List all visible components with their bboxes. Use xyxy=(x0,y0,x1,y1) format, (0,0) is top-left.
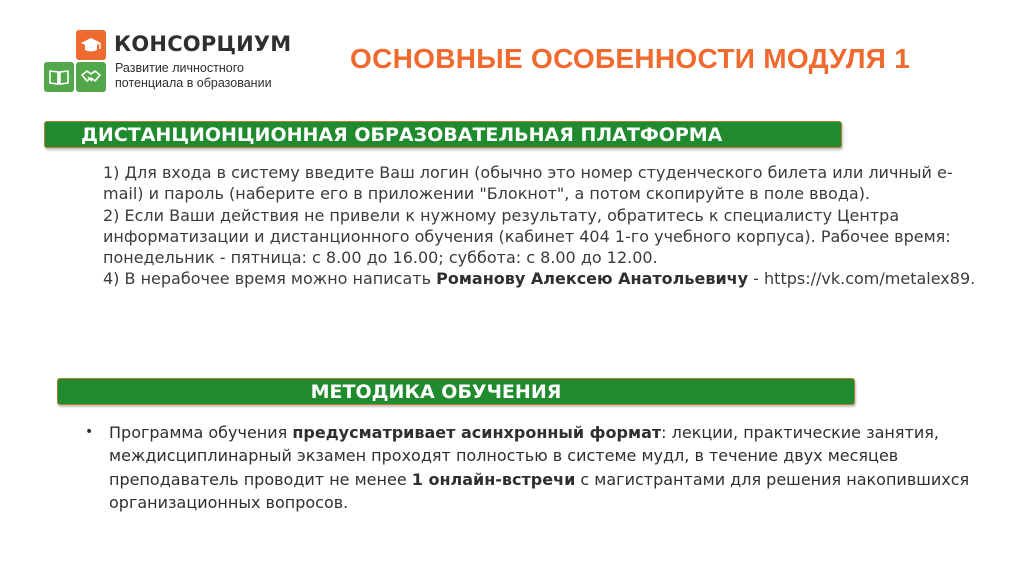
methodology-bold-format: предусматривает асинхронный формат xyxy=(292,423,662,442)
handshake-icon xyxy=(76,62,106,92)
methodology-text-part2: : лекции, практические занятия, междисциплинарный экзамен проходят полностью в системе мудл, в течение двух месяцев преподаватель проводит не менее xyxy=(109,423,939,489)
logo-subtitle-line1: Развитие личностного xyxy=(115,61,244,75)
methodology-text-part3: с магистрантами для решения накопившихся организационных вопросов. xyxy=(109,469,970,512)
methodology-text-part1: Программа обучения xyxy=(109,423,293,442)
instruction-item-2: 2) Если Ваши действия не привели к нужному результату, обратитесь к специалисту Центра информатизации и дистанционного обучения (кабинет 404 1-го учебного корпуса). Рабочее время: понедельник - пятница: с 8.00 до 16.00; суббота: с 8.00 до 12.00. xyxy=(103,205,951,268)
instruction-item-3 xyxy=(103,268,983,289)
graduation-cap-icon xyxy=(76,30,106,60)
consortium-logo xyxy=(44,28,334,96)
instruction-item-1: 1) Для входа в систему введите Ваш логин (обычно это номер студенческого билета или личный e-mail) и пароль (наберите его в приложении "Блокнот", а потом скопируйте в поле ввода). xyxy=(103,163,953,204)
methodology-bullet xyxy=(85,421,985,514)
section-heading-platform: ДИСТАНЦИОНЦИОННАЯ ОБРАЗОВАТЕЛЬНАЯ ПЛАТФОРМА xyxy=(44,121,842,148)
platform-instructions xyxy=(103,162,983,290)
contact-person-name: Романову Алексею Анатольевичу xyxy=(436,269,749,289)
logo-title: КОНСОРЦИУМ xyxy=(114,32,292,56)
instruction-item-3-suffix: - https://vk.com/metalex89. xyxy=(748,269,976,289)
methodology-bold-meeting: 1 онлайн-встречи xyxy=(411,469,576,489)
instruction-item-3-prefix: 4) В нерабочее время можно написать xyxy=(103,269,437,289)
methodology-text xyxy=(109,421,985,514)
open-book-icon xyxy=(44,62,74,92)
logo-subtitle-line2: потенциала в образовании xyxy=(115,76,272,90)
section-heading-methodology: МЕТОДИКА ОБУЧЕНИЯ xyxy=(57,378,855,405)
page-title: ОСНОВНЫЕ ОСОБЕННОСТИ МОДУЛЯ 1 xyxy=(350,43,911,74)
bullet-marker: • xyxy=(85,424,94,440)
logo-subtitle xyxy=(115,61,272,91)
